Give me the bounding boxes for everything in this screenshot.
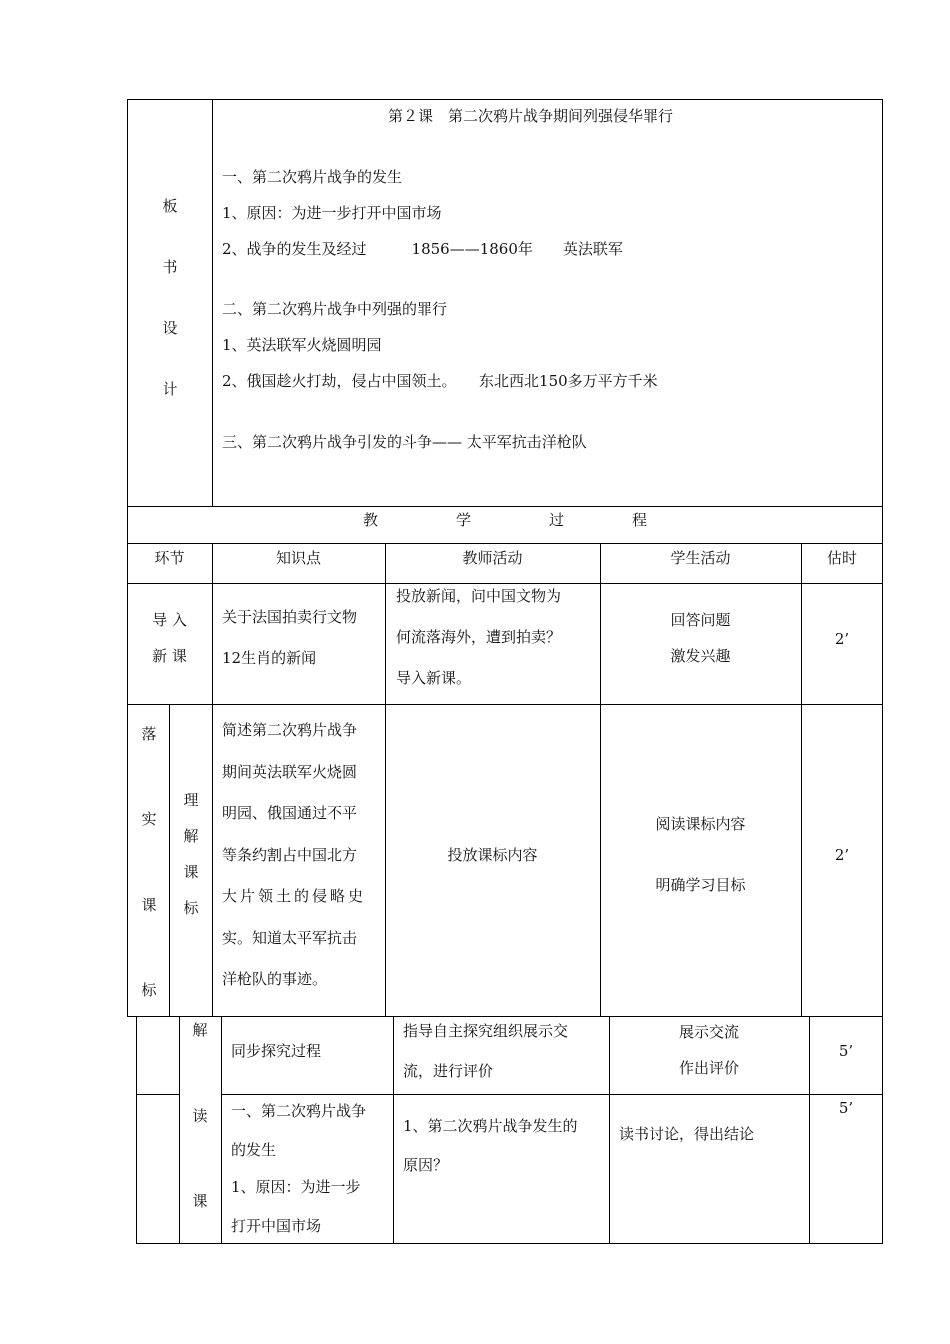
board-side-char: 计 xyxy=(162,380,178,398)
outline-line: 一、第二次鸦片战争的发生 xyxy=(222,168,403,186)
student-line: 明确学习目标 xyxy=(655,876,746,894)
time-estimate: 5’ xyxy=(838,1042,854,1060)
stage-char: 实 xyxy=(141,810,157,828)
teacher-line: 流，进行评价 xyxy=(403,1062,494,1080)
sub-stage-char: 标 xyxy=(183,899,199,917)
sub-stage-char: 解 xyxy=(183,827,199,845)
knowledge-line: 一、第二次鸦片战争 xyxy=(231,1102,367,1120)
lesson-title: 第２课 第二次鸦片战争期间列强侵华罪行 xyxy=(388,107,674,125)
stage-char: 标 xyxy=(141,981,157,999)
outline-line: 二、第二次鸦片战争中列强的罪行 xyxy=(222,300,448,318)
student-line: 读书讨论，得出结论 xyxy=(619,1125,755,1143)
knowledge-line: 大片领土的侵略史 xyxy=(222,887,367,905)
time-estimate: 5’ xyxy=(838,1099,854,1117)
teacher-line: 导入新课。 xyxy=(396,669,472,687)
outline-line: 1、英法联军火烧圆明园 xyxy=(222,336,382,354)
column-header: 教师活动 xyxy=(462,549,523,567)
student-line: 展示交流 xyxy=(678,1023,739,1041)
knowledge-line: 实。知道太平军抗击 xyxy=(222,929,358,947)
sub-stage-char: 解 xyxy=(192,1021,208,1039)
process-header-char: 教 xyxy=(363,511,379,529)
knowledge-line: 期间英法联军火烧圆 xyxy=(222,763,358,781)
process-header-char: 过 xyxy=(549,511,565,529)
column-header: 学生活动 xyxy=(670,549,731,567)
board-side-char: 板 xyxy=(162,197,178,215)
knowledge-line: 打开中国市场 xyxy=(231,1217,322,1235)
board-side-char: 书 xyxy=(162,258,178,276)
sub-stage-char: 读 xyxy=(192,1107,208,1125)
knowledge-line: 1、原因：为进一步 xyxy=(231,1178,361,1196)
student-line: 激发兴趣 xyxy=(670,647,731,665)
student-line: 回答问题 xyxy=(670,611,731,629)
teacher-line: 投放课标内容 xyxy=(447,846,538,864)
process-header-char: 学 xyxy=(456,511,472,529)
outline-line: 2、战争的发生及经过 1856——1860年 英法联军 xyxy=(222,240,623,258)
sub-stage-char: 课 xyxy=(183,863,199,881)
stage-label: 导 入 xyxy=(152,611,187,629)
outline-line: 2、俄国趁火打劫，侵占中国领土。 东北西北150多万平方千米 xyxy=(222,372,658,390)
sub-stage-char: 课 xyxy=(192,1192,208,1210)
board-side-char: 设 xyxy=(162,319,178,337)
knowledge-line: 关于法国拍卖行文物 xyxy=(222,608,358,626)
stage-char: 课 xyxy=(141,896,157,914)
time-estimate: 2’ xyxy=(834,630,850,648)
sub-stage-char: 理 xyxy=(183,791,199,809)
teacher-line: 何流落海外，遭到拍卖？ xyxy=(396,628,562,646)
process-header-char: 程 xyxy=(632,511,648,529)
student-line: 作出评价 xyxy=(678,1059,739,1077)
outline-line: 1、原因：为进一步打开中国市场 xyxy=(222,204,442,222)
knowledge-line: 简述第二次鸦片战争 xyxy=(222,721,358,739)
stage-label: 新 课 xyxy=(152,647,187,665)
stage-char: 落 xyxy=(141,725,157,743)
knowledge-line: 洋枪队的事迹。 xyxy=(222,970,328,988)
teacher-line: 1、第二次鸦片战争发生的 xyxy=(403,1117,578,1135)
column-header: 估时 xyxy=(826,549,857,567)
column-header: 知识点 xyxy=(275,549,321,567)
knowledge-line: 明园、俄国通过不平 xyxy=(222,804,358,822)
knowledge-line: 12生肖的新闻 xyxy=(222,649,317,667)
student-line: 阅读课标内容 xyxy=(655,815,746,833)
knowledge-line: 的发生 xyxy=(231,1141,277,1159)
time-estimate: 2’ xyxy=(834,846,850,864)
column-header: 环节 xyxy=(154,549,185,567)
knowledge-line: 同步探究过程 xyxy=(231,1042,322,1060)
teacher-line: 原因？ xyxy=(403,1156,449,1174)
outline-line: 三、第二次鸦片战争引发的斗争—— 太平军抗击洋枪队 xyxy=(222,433,587,451)
teacher-line: 投放新闻，问中国文物为 xyxy=(396,587,562,605)
teacher-line: 指导自主探究组织展示交 xyxy=(403,1022,569,1040)
knowledge-line: 等条约割占中国北方 xyxy=(222,846,358,864)
